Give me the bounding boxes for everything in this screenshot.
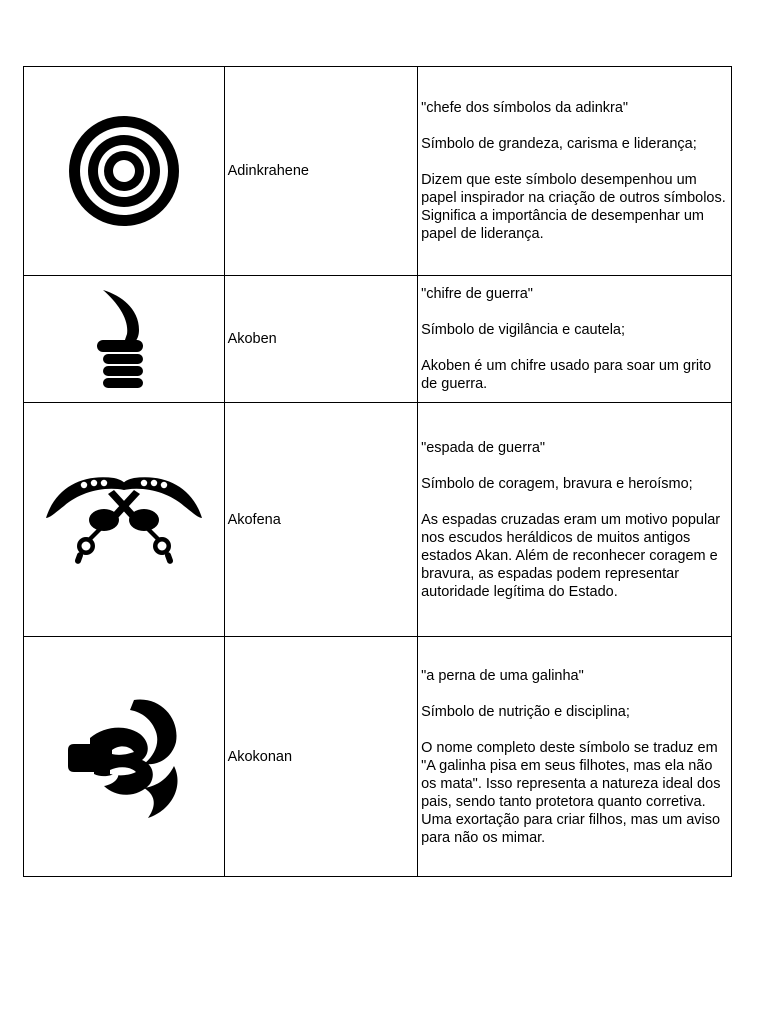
symbol-meaning: "a perna de uma galinha": [421, 667, 584, 684]
symbol-name: Akoben: [224, 276, 418, 403]
akofena-icon: [44, 472, 204, 568]
akokonan-icon: [64, 694, 184, 820]
symbol-meaning: "chifre de guerra": [421, 286, 533, 302]
symbol-description-cell: [418, 637, 732, 877]
adinkra-symbol-table: [23, 66, 732, 877]
table-row: [24, 637, 732, 877]
symbol-cell: [24, 637, 225, 877]
table-row: [24, 67, 732, 276]
symbol-meaning: "chefe dos símbolos da adinkra": [421, 100, 629, 116]
akoben-icon: [89, 284, 159, 394]
symbol-meaning: "espada de guerra": [421, 439, 546, 456]
symbol-name: Akofena: [224, 403, 418, 637]
symbol-description-cell: [418, 276, 732, 403]
symbol-name: Adinkrahene: [224, 67, 418, 276]
symbol-symbolism: Símbolo de nutrição e disciplina;: [421, 703, 630, 720]
symbol-name: Akokonan: [224, 637, 418, 877]
symbol-symbolism: Símbolo de vigilância e cautela;: [421, 322, 626, 338]
symbol-description: As espadas cruzadas eram um motivo popular nos escudos heráldicos de muitos antigos estados Akan. Além de reconhecer coragem e bravura, as espadas podem representar autoridade legítima do Estado.: [421, 511, 721, 600]
symbol-description: O nome completo deste símbolo se traduz em "A galinha pisa em seus filhotes, mas ela não os mata". Isso representa a natureza ideal dos pais, sendo tanto protetora quanto corretiva. Uma exortação para criar filhos, mas um aviso para não os mimar.: [421, 739, 721, 846]
symbol-description-cell: [418, 67, 732, 276]
table-row: [24, 403, 732, 637]
symbol-symbolism: Símbolo de coragem, bravura e heroísmo;: [421, 475, 693, 492]
table-row: [24, 276, 732, 403]
symbol-cell: [24, 67, 225, 276]
symbol-description-cell: [418, 403, 732, 637]
symbol-cell: [24, 403, 225, 637]
adinkrahene-icon: [68, 115, 180, 227]
symbol-description: Akoben é um chifre usado para soar um grito de guerra.: [421, 358, 712, 392]
symbol-cell: [24, 276, 225, 403]
symbol-symbolism: Símbolo de grandeza, carisma e liderança;: [421, 136, 697, 152]
symbol-description: Dizem que este símbolo desempenhou um papel inspirador na criação de outros símbolos. Significa a importância de desempenhar um papel de liderança.: [421, 172, 726, 242]
